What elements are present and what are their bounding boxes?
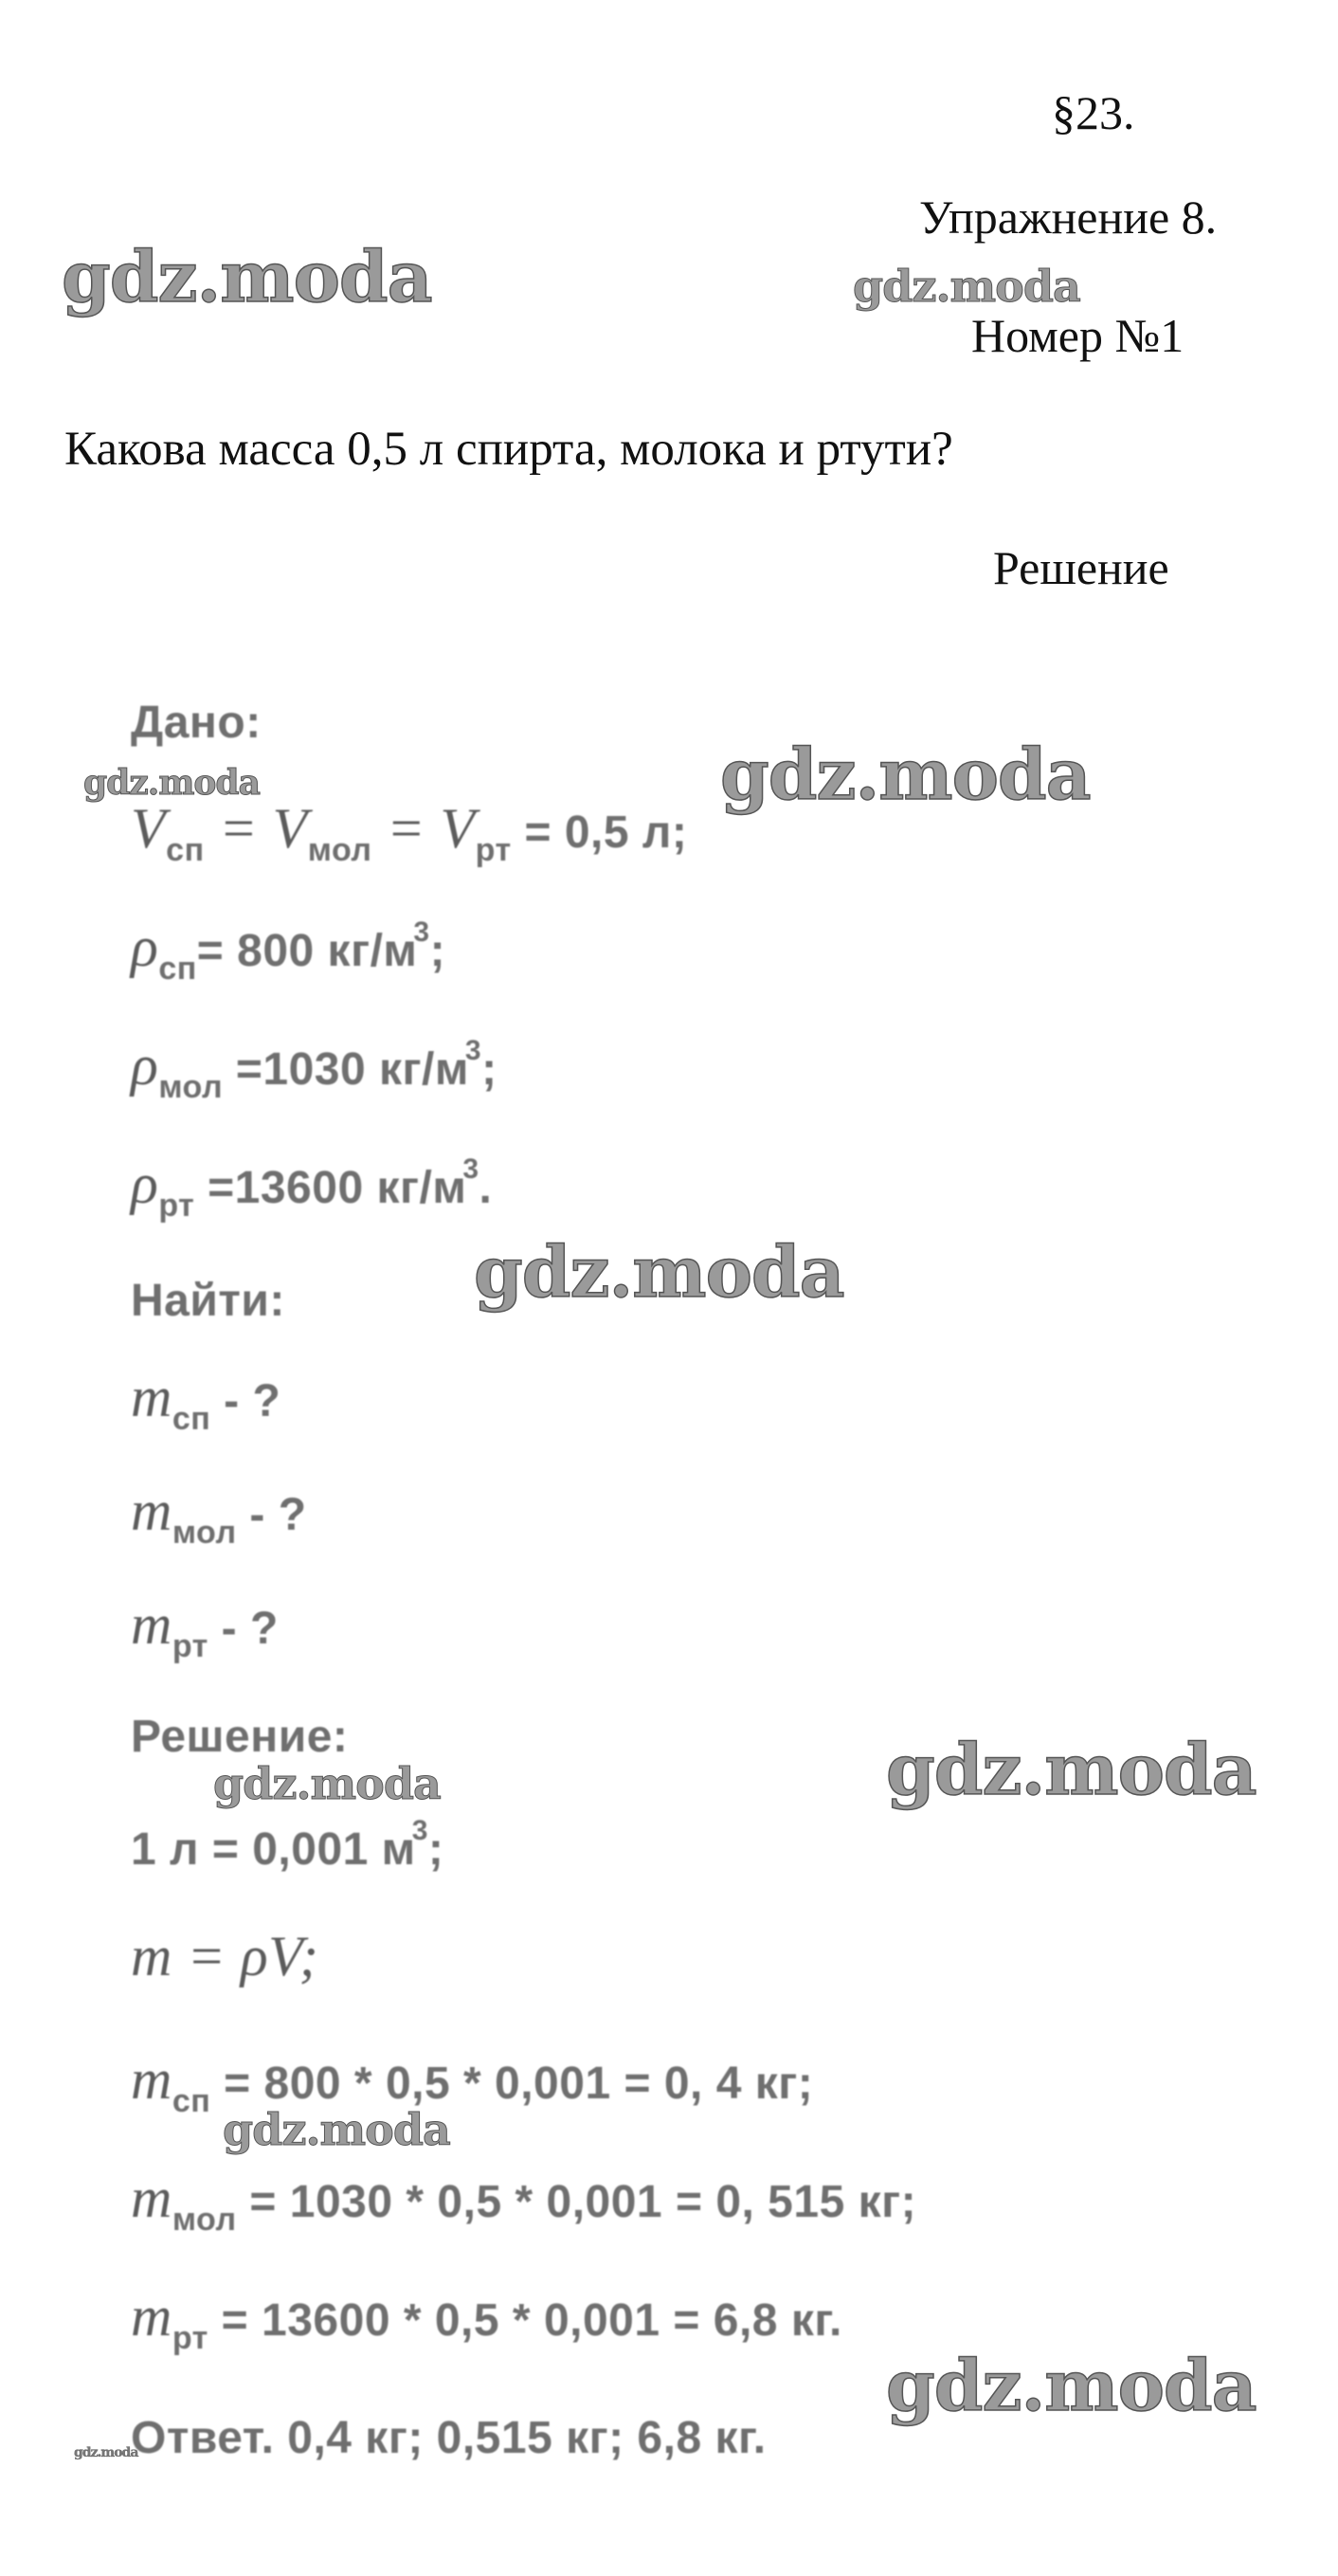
answer-text: Ответ. 0,4 кг; 0,515 кг; 6,8 кг. <box>131 2413 767 2463</box>
given-density-alcohol: $\rho_{сп}= 800$ $кг/м^3$; <box>131 916 446 987</box>
unit-conversion: 1 л = 0,001 $м^3$; <box>131 1815 444 1875</box>
watermark: gdz.moda <box>720 735 1091 816</box>
find-mass-alcohol: $m_{сп}$ - ? <box>131 1366 281 1437</box>
calc-mass-mercury: $m_{рт} = 13600 * 0,5 * 0,001 = 6,8$ кг. <box>131 2285 842 2356</box>
given-density-milk: $\rho_{мол} =1030$ $кг/м^3$; <box>131 1034 497 1105</box>
watermark: gdz.moda <box>223 2104 450 2155</box>
solution-heading: Решение <box>993 541 1169 594</box>
watermark: gdz.moda <box>474 1232 844 1314</box>
solution-label: Решение: <box>131 1712 349 1762</box>
watermark: gdz.moda <box>886 1730 1257 1811</box>
find-label: Найти: <box>131 1276 285 1326</box>
watermark: gdz.moda <box>853 261 1080 312</box>
watermark: gdz.moda <box>83 763 260 803</box>
watermark: gdz.moda <box>74 2445 138 2460</box>
calc-mass-milk: $m_{мол} = 1030 * 0,5 * 0,001 = 0$, 515 кг; <box>131 2167 917 2238</box>
watermark: gdz.moda <box>213 1758 441 1809</box>
calc-mass-alcohol: $m_{сп} = 800 * 0,5 * 0,001 = 0$, 4 кг; <box>131 2048 814 2119</box>
given-label: Дано: <box>131 698 262 748</box>
given-volume: $V_{сп} = V_{мол} = V_{рт} = 0,5$ л; <box>131 797 688 868</box>
given-density-mercury: $\rho_{рт} =13600$ $кг/м^3$. <box>131 1152 493 1224</box>
find-mass-milk: $m_{мол}$ - ? <box>131 1479 307 1551</box>
find-mass-mercury: $m_{рт}$ - ? <box>131 1593 279 1664</box>
question-text: Какова масса 0,5 л спирта, молока и ртути? <box>64 423 953 476</box>
exercise-title: Упражнение 8. <box>919 190 1218 244</box>
watermark: gdz.moda <box>62 237 432 318</box>
mass-formula: m = ρV; <box>131 1925 319 1987</box>
problem-number: Номер №1 <box>971 309 1184 362</box>
watermark: gdz.moda <box>886 2346 1257 2427</box>
section-number: §23. <box>1052 86 1135 139</box>
